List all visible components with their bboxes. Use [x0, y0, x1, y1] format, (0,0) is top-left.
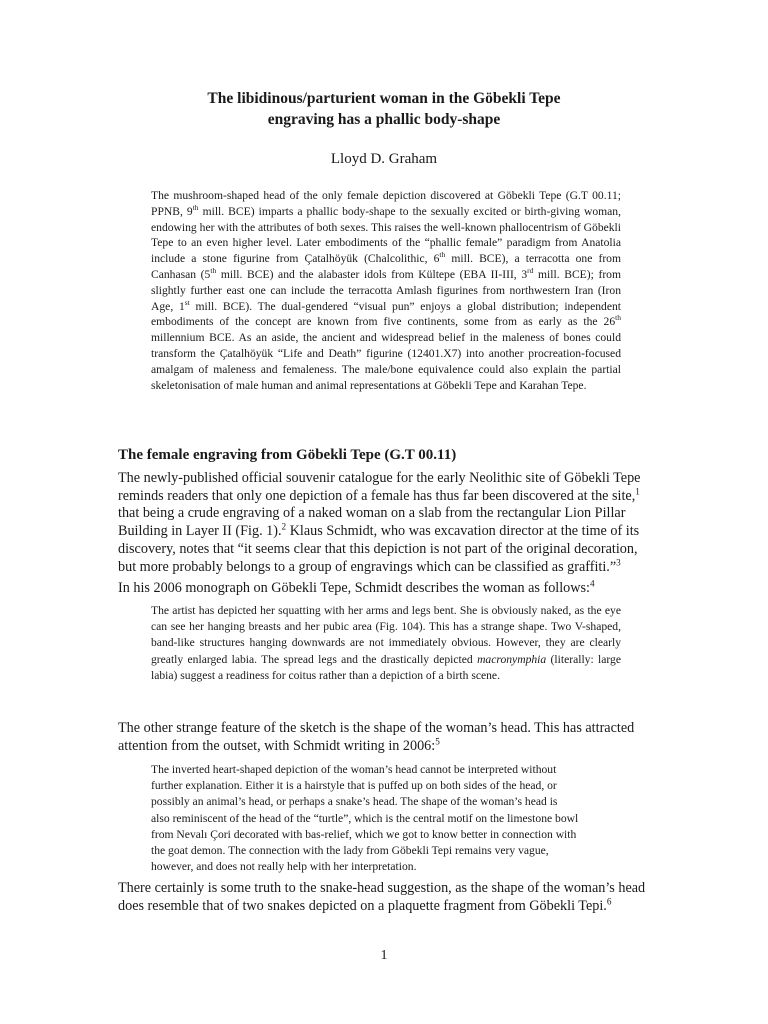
- title-line: The libidinous/parturient woman in the Göbekli Tepe: [207, 90, 561, 107]
- paper-title: [0, 88, 768, 130]
- block-quote: [151, 603, 621, 684]
- superscript: th: [615, 313, 621, 323]
- abstract-text: mill. BCE); from slightly further east one can include the terracotta Amlash figurines from northwestern Iran (Iron Age, 1: [151, 267, 621, 313]
- quote-line: further explanation. Either it is a hairstyle that is puffed up on both sides of the head, or: [151, 779, 557, 793]
- paragraph-line: [118, 895, 652, 916]
- abstract: [151, 188, 621, 393]
- footnote-ref[interactable]: 2: [281, 521, 287, 532]
- quote-line: from Nevalı Çori decorated with bas-relief, which we got to know better in connection with: [151, 827, 577, 841]
- footnote-ref[interactable]: 4: [589, 578, 595, 589]
- quote-line: the goat demon. The connection with the lady from Göbekli Tepi remains very vague,: [151, 844, 549, 858]
- paragraph-text: does resemble that of two snakes depicted on a plaquette fragment from Göbekli Tepi.: [118, 897, 607, 914]
- paragraph-line: There certainly is some truth to the snake-head suggestion, as the shape of the woman’s head: [118, 880, 646, 896]
- block-quote: [151, 762, 621, 875]
- body-paragraph: [118, 720, 652, 755]
- paragraph-text: Klaus Schmidt, who was excavation director at the time of its discovery, notes that “it seems clear that this depiction is not part of the original decoration, but more probably belongs to a group of engravings which can be classified as graffiti.”: [118, 523, 640, 575]
- body-paragraph: [118, 470, 652, 576]
- superscript: th: [192, 202, 199, 212]
- abstract-text: millennium BCE. As an aside, the ancient and widespread belief in the maleness of bones could transform the Çatalhöyük “Life and Death” figurine (12401.X7) into another procreation-focused amalgam of maleness and femaleness. The male/bone equivalence could also explain the partial skeletonisation of male human and animal representations at Göbekli Tepe and Karahan Tepe.: [151, 331, 621, 392]
- footnote-ref[interactable]: 6: [606, 895, 612, 906]
- body-paragraph: [118, 880, 652, 915]
- quote-text: (literally: large labia) suggest a readiness for coitus rather than a depiction of a birth scene.: [151, 652, 621, 682]
- paragraph-text: The other strange feature of the sketch is the shape of the woman’s head. This has attracted attention from the outset, with Schmidt writing in 2006:: [118, 720, 635, 754]
- footnote-ref[interactable]: 5: [435, 735, 440, 746]
- section-heading: The female engraving from Göbekli Tepe (G.T 00.11): [118, 447, 457, 463]
- footnote-ref[interactable]: 1: [635, 485, 640, 496]
- abstract-text: mill. BCE), a terracotta one from Canhasan (5: [151, 252, 622, 281]
- superscript: th: [210, 266, 217, 276]
- superscript: st: [184, 297, 190, 307]
- quote-line: possibly an animal’s head, or perhaps a snake’s head. The shape of the woman’s head is: [151, 795, 558, 809]
- abstract-text: mill. BCE). The dual-gendered “visual pun” enjoys a global distribution; independent embodiments of the concept are known from five continents, some from as early as the 26: [151, 299, 621, 329]
- body-paragraph: [118, 580, 652, 598]
- quote-text: The artist has depicted her squatting with her arms and legs bent. She is obviously naked, as the eye can see her hanging breasts and her pubic area (Fig. 104). This has a strange shape. Two V-shaped, band-like structures hanging downwards are not immediately obvious. However, they are clearly greatly enlarged labia. The spread legs and the drastically depicted: [151, 604, 621, 666]
- quote-line: also reminiscent of the head of the “turtle”, which is the central motif on the limestone bowl: [151, 811, 579, 825]
- quote-line: however, and does not really help with her interpretation.: [151, 860, 417, 874]
- abstract-text: The mushroom-shaped head of the only female depiction discovered at Göbekli Tepe (G.T 00.11; PPNB, 9: [151, 189, 621, 218]
- italic-term: macronymphia: [477, 652, 547, 666]
- superscript: rd: [527, 266, 534, 276]
- paragraph-text: In his 2006 monograph on Göbekli Tepe, Schmidt describes the woman as follows:: [118, 580, 590, 596]
- quote-line: The inverted heart-shaped depiction of the woman’s head cannot be interpreted without: [151, 763, 557, 776]
- footnote-ref[interactable]: 3: [616, 556, 621, 567]
- paragraph-text: The newly-published official souvenir catalogue for the early Neolithic site of Göbekli Tepe reminds readers that only one depiction of a female has thus far been discovered at the site,: [118, 470, 641, 504]
- abstract-text: mill. BCE) and the alabaster idols from Kültepe (EBA II-III, 3: [216, 267, 528, 281]
- abstract-text: mill. BCE) imparts a phallic body-shape to the sexually excited or birth-giving woman, endowing her with the attributes of both sexes. This raises the well-known phallocentrism of Göbekli Tepe to an even higher level. Later embodiments of the “phallic female” paradigm from Anatolia include a stone figurine from Çatalhöyük (Chalcolithic, 6: [151, 204, 621, 266]
- superscript: th: [439, 250, 446, 260]
- page-number: 1: [380, 948, 388, 963]
- author-name: Lloyd D. Graham: [330, 151, 438, 167]
- title-line: engraving has a phallic body-shape: [267, 111, 501, 128]
- paragraph-text: that being a crude engraving of a naked woman on a slab from the rectangular Lion Pillar Building in Layer II (Fig. 1).: [118, 505, 626, 540]
